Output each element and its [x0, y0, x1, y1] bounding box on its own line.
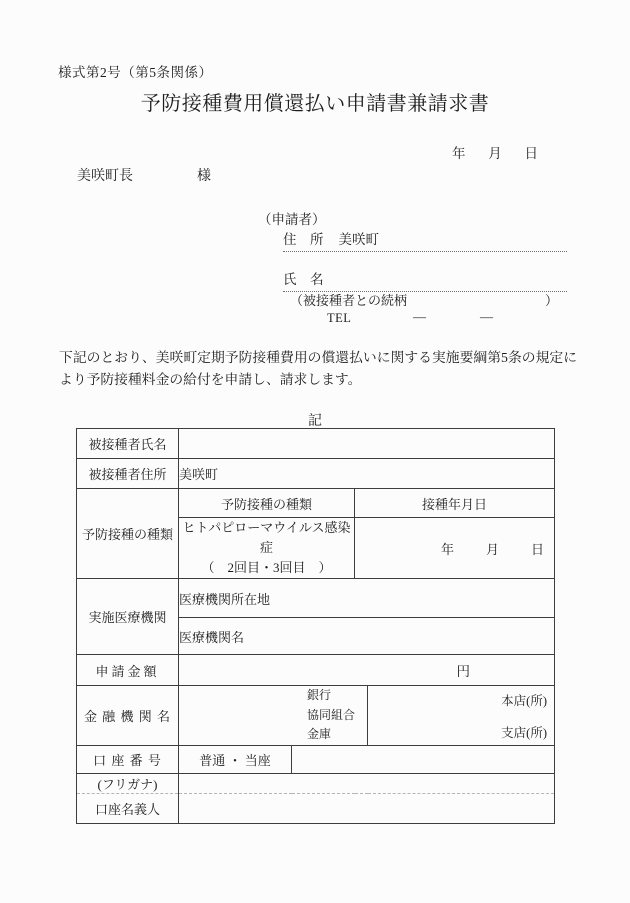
vaccinee-address-label: 被接種者住所 — [77, 459, 179, 489]
applicant-address-line — [283, 228, 567, 252]
relation-label: （被接種者との続柄 — [290, 293, 408, 308]
vaccination-day-label: 日 — [530, 541, 544, 557]
vaccine-type-label: 予防接種の種類 — [77, 489, 179, 579]
account-number-label: 口 座 番 号 — [77, 746, 179, 774]
financial-institution-label: 金 融 機 関 名 — [77, 686, 179, 746]
row-furigana — [77, 774, 555, 794]
addressee-honorific: 様 — [197, 169, 211, 184]
row-financial-institution — [77, 686, 555, 746]
row-institution-address — [77, 579, 555, 618]
bank-type-bank: 銀行 — [306, 688, 331, 703]
amount-value-cell — [179, 655, 555, 686]
relation-close-paren: ） — [544, 293, 558, 308]
list-marker: 記 — [308, 414, 322, 429]
row-vaccinee-address — [77, 459, 555, 489]
vaccinee-address-value: 美咲町 — [179, 459, 555, 489]
addressee-line — [77, 165, 211, 185]
institution-name-label: 医療機関名 — [179, 618, 555, 655]
vaccination-date-cell — [355, 518, 555, 579]
page-title: 予防接種費用償還払い申請書兼請求書 — [140, 93, 490, 115]
amount-unit: 円 — [456, 664, 470, 679]
account-holder-label: 口座名義人 — [77, 794, 179, 824]
account-number-value — [292, 746, 555, 774]
bank-type-shinkin: 金庫 — [306, 727, 331, 742]
applicant-address-label: 住 所 — [283, 232, 324, 247]
amount-label: 申請金額 — [77, 655, 179, 686]
date-line — [452, 142, 538, 162]
vaccine-type-header: 予防接種の種類 — [179, 489, 355, 518]
applicant-relation-line — [290, 290, 558, 309]
row-account-holder — [77, 794, 555, 824]
body-paragraph: 下記のとおり、美咲町定期予防接種費用の償還払いに関する実施要綱第5条の規定により予防接種料金の給付を申請し、請求します。 — [59, 350, 577, 387]
vaccine-name: ヒトパピローマウイルス感染症 — [182, 520, 351, 555]
vaccinee-name-value — [179, 429, 555, 459]
application-table — [76, 428, 555, 824]
date-month-label: 月 — [488, 146, 502, 161]
row-vaccinee-name — [77, 429, 555, 459]
form-number: 様式第2号（第5条関係） — [58, 65, 213, 80]
row-amount — [77, 655, 555, 686]
furigana-label: (フリガナ) — [77, 774, 179, 794]
bank-type-coop: 協同組合 — [306, 707, 355, 722]
branch-main-label: 本店(所) — [501, 693, 547, 708]
bank-type-cell — [179, 686, 368, 746]
vaccination-date-header: 接種年月日 — [355, 489, 555, 518]
row-vaccine-type-header — [77, 489, 555, 518]
tel-dash-2: ― — [480, 309, 493, 324]
account-type-cell: 普通 ・ 当座 — [179, 746, 292, 774]
branch-cell — [368, 686, 555, 746]
vaccine-name-cell — [179, 518, 355, 579]
applicant-name-line — [283, 268, 567, 292]
applicant-heading: （申請者） — [258, 212, 326, 227]
furigana-value — [179, 774, 555, 794]
applicant-name-label: 氏 名 — [283, 272, 324, 287]
row-account-number — [77, 746, 555, 774]
institution-address-label: 医療機関所在地 — [179, 579, 555, 618]
branch-sub-label: 支店(所) — [501, 725, 547, 740]
tel-dash-1: ― — [413, 309, 426, 324]
vaccination-month-label: 月 — [485, 541, 499, 557]
addressee-name: 美咲町長 — [77, 169, 133, 184]
date-year-label: 年 — [452, 146, 466, 161]
account-holder-value — [179, 794, 555, 824]
vaccinee-name-label: 被接種者氏名 — [77, 429, 179, 459]
applicant-address-value: 美咲町 — [338, 232, 379, 247]
medical-institution-label: 実施医療機関 — [77, 579, 179, 655]
date-day-label: 日 — [524, 146, 538, 161]
tel-label: TEL — [327, 311, 352, 325]
vaccine-doses: （ 2回目・3回目 ） — [201, 560, 332, 575]
vaccination-year-label: 年 — [441, 541, 455, 557]
